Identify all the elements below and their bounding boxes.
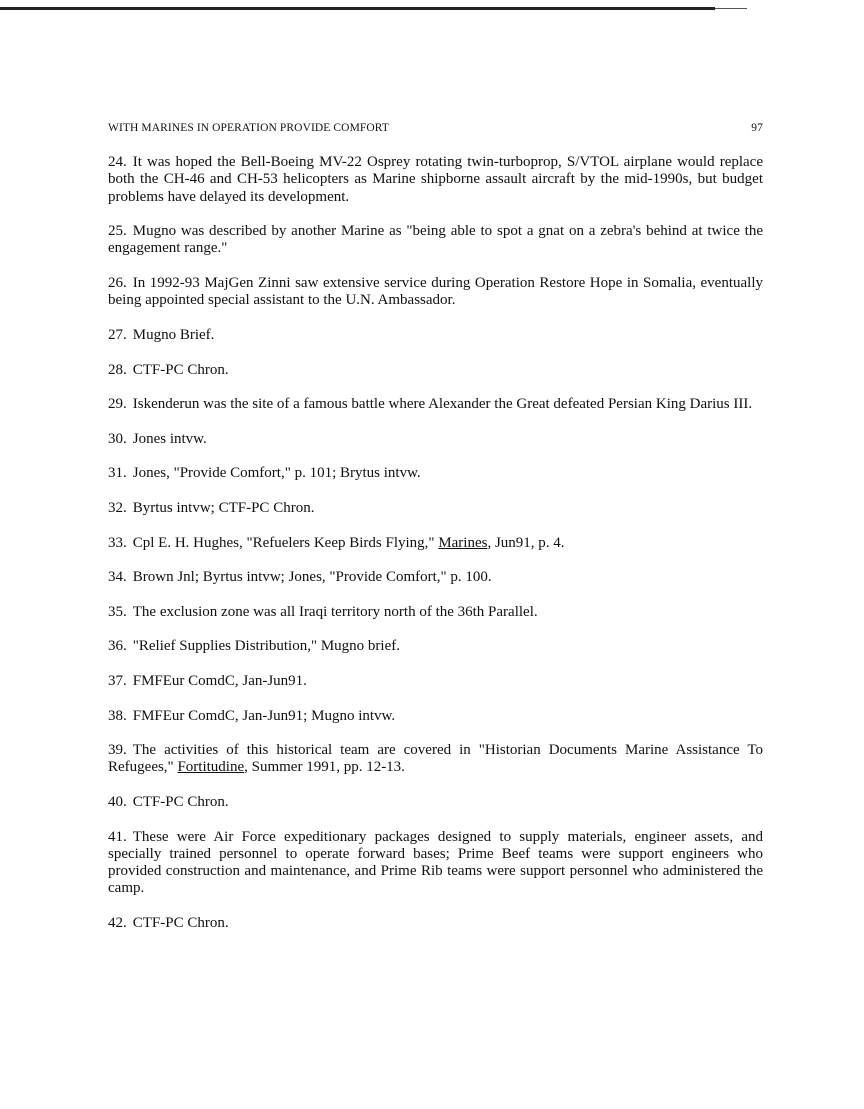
endnote bbox=[108, 223, 763, 258]
endnote-number: 27. bbox=[108, 326, 127, 343]
endnote bbox=[108, 794, 763, 811]
publication-title: Marines bbox=[438, 534, 488, 551]
endnote-text: Cpl E. H. Hughes, "Refuelers Keep Birds Flying," bbox=[132, 534, 439, 551]
endnote bbox=[108, 362, 763, 379]
endnote bbox=[108, 604, 763, 621]
endnote bbox=[108, 673, 763, 690]
endnote bbox=[108, 431, 763, 448]
endnote-number: 30. bbox=[108, 430, 127, 447]
endnote-number: 38. bbox=[108, 707, 127, 724]
endnote-text: These were Air Force expeditionary packages designed to supply materials, engineer assets, and specially trained personnel to operate forward bases; Prime Beef teams were support engineers who provided construction and maintenance, and Prime Rib teams were support personnel who administered the camp. bbox=[108, 828, 763, 897]
endnote bbox=[108, 535, 763, 552]
endnote-number: 39. bbox=[108, 742, 127, 759]
endnote-text: , Summer 1991, pp. 12-13. bbox=[244, 759, 405, 776]
endnote-text: FMFEur ComdC, Jan-Jun91; Mugno intvw. bbox=[132, 707, 396, 724]
endnote bbox=[108, 500, 763, 517]
endnote bbox=[108, 708, 763, 725]
endnote bbox=[108, 327, 763, 344]
endnote-text: The exclusion zone was all Iraqi territory north of the 36th Parallel. bbox=[132, 603, 538, 620]
endnote-number: 26. bbox=[108, 275, 127, 292]
endnote-text: Brown Jnl; Byrtus intvw; Jones, "Provide Comfort," p. 100. bbox=[132, 569, 492, 586]
endnote-text: FMFEur ComdC, Jan-Jun91. bbox=[132, 672, 307, 689]
endnote bbox=[108, 829, 763, 898]
running-header bbox=[108, 122, 763, 134]
endnote bbox=[108, 569, 763, 586]
endnote-number: 37. bbox=[108, 672, 127, 689]
endnote-number: 25. bbox=[108, 223, 127, 240]
endnote bbox=[108, 915, 763, 932]
endnote-text: CTF-PC Chron. bbox=[132, 793, 229, 810]
endnote-number: 40. bbox=[108, 793, 127, 810]
endnote bbox=[108, 396, 763, 413]
endnote bbox=[108, 275, 763, 310]
endnote-number: 36. bbox=[108, 638, 127, 655]
endnote-text: Jones intvw. bbox=[132, 430, 207, 447]
endnote-text: , Jun91, p. 4. bbox=[487, 534, 565, 551]
endnote-text: Mugno Brief. bbox=[132, 326, 215, 343]
endnote bbox=[108, 465, 763, 482]
endnote-text: Jones, "Provide Comfort," p. 101; Brytus intvw. bbox=[132, 465, 421, 482]
endnote-number: 28. bbox=[108, 361, 127, 378]
endnote-number: 35. bbox=[108, 603, 127, 620]
endnote-text: It was hoped the Bell-Boeing MV-22 Osprey rotating twin-turboprop, S/VTOL airplane would replace both the CH-46 and CH-53 helicopters as Marine shipborne assault aircraft by the mid-1990s, but budget problems have delayed its development. bbox=[108, 154, 763, 205]
endnote-number: 32. bbox=[108, 499, 127, 516]
endnote-text: "Relief Supplies Distribution," Mugno brief. bbox=[132, 638, 400, 655]
endnote-text: Iskenderun was the site of a famous battle where Alexander the Great defeated Persian King Darius III. bbox=[132, 396, 753, 413]
publication-title: Fortitudine bbox=[177, 759, 245, 776]
endnote-text: Mugno was described by another Marine as "being able to spot a gnat on a zebra's behind at twice the engagement range." bbox=[108, 223, 763, 257]
endnotes-list bbox=[108, 154, 763, 950]
page-number: 97 bbox=[751, 122, 763, 134]
endnote-number: 33. bbox=[108, 534, 127, 551]
endnote-number: 42. bbox=[108, 915, 127, 932]
endnote bbox=[108, 742, 763, 777]
endnote-number: 31. bbox=[108, 465, 127, 482]
header-title: WITH MARINES IN OPERATION PROVIDE COMFORT bbox=[108, 122, 390, 134]
endnote-text: The activities of this historical team are covered in "Historian Documents Marine Assistance To Refugees," bbox=[108, 742, 763, 776]
endnote-text: CTF-PC Chron. bbox=[132, 915, 229, 932]
endnote bbox=[108, 154, 763, 206]
endnote-number: 29. bbox=[108, 396, 127, 413]
endnote-text: Byrtus intvw; CTF-PC Chron. bbox=[132, 499, 315, 516]
endnote bbox=[108, 638, 763, 655]
endnote-number: 24. bbox=[108, 154, 127, 170]
endnote-text: In 1992-93 MajGen Zinni saw extensive service during Operation Restore Hope in Somalia, eventually being appointed special assistant to the U.N. Ambassador. bbox=[108, 275, 763, 309]
top-rule bbox=[0, 7, 715, 10]
endnote-text: CTF-PC Chron. bbox=[132, 361, 229, 378]
endnote-number: 41. bbox=[108, 828, 127, 845]
top-rule-tail bbox=[715, 8, 747, 9]
endnote-number: 34. bbox=[108, 569, 127, 586]
